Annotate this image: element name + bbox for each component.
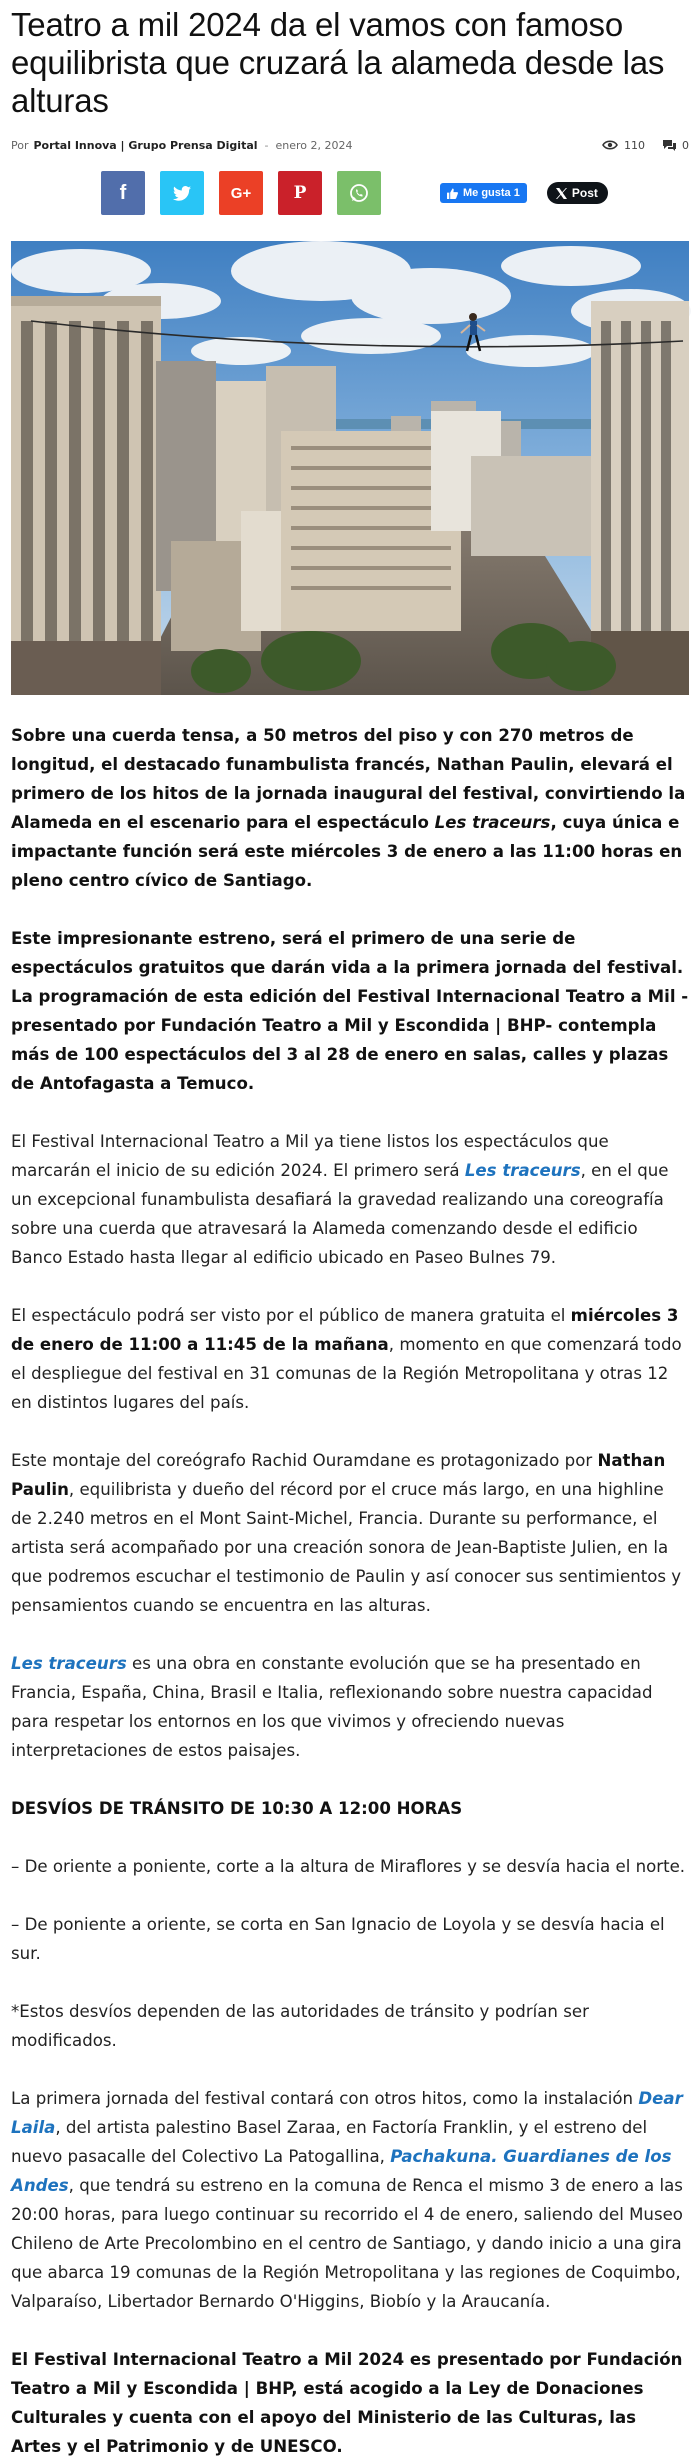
whatsapp-icon [349, 183, 369, 203]
paragraph-other-events: La primera jornada del festival contará con otros hitos, como la instalación Dear Laila, del artista palestino Basel Zaraa, en Factoría Franklin, y el estreno del nuevo pasacalle del Colectivo La Patogallina, Pachakuna. Guardianes de los Andes, que tendrá su estreno en la comuna de Renca el mismo 3 de enero a las 20:00 horas, para luego continuar su recorrido el 4 de enero, saliendo del Museo Chileno de Arte Precolombino en el centro de Santiago, y dando inicio a una gira que abarca 19 comunas de la Región Metropolitana y las regiones de Coquimbo, Valparaíso, Libertador Bernardo O'Higgins, Biobío y la Araucanía. [11, 2089, 683, 2311]
hero-image [11, 241, 689, 695]
pinterest-share-button[interactable] [278, 171, 322, 215]
dear-laila-link[interactable]: Dear Laila [11, 2089, 683, 2137]
traffic-note: *Estos desvíos dependen de las autoridades de tránsito y podrían ser modificados. [11, 2002, 589, 2050]
article-title: Teatro a mil 2024 da el vamos con famoso equilibrista que cruzará la alameda desde las alturas [11, 6, 665, 119]
x-post-button[interactable] [547, 182, 608, 204]
pachakuna-link[interactable]: Pachakuna. Guardianes de los Andes [11, 2147, 672, 2195]
like-label: Me gusta 1 [463, 187, 520, 199]
comment-icon [663, 140, 676, 151]
facebook-like-button[interactable] [440, 183, 527, 203]
thumbs-up-icon [447, 188, 458, 199]
paragraph-festival: El Festival Internacional Teatro a Mil ya tiene listos los espectáculos que marcarán el inicio de su edición 2024. El primero será Les traceurs, en el que un excepcional funambulista desafiará la gravedad realizando una coreografía sobre una cuerda que atravesará la Alameda comenzando desde el edificio Banco Estado hasta llegar al edificio ubicado en Paseo Bulnes 79. [11, 1132, 669, 1267]
author-link[interactable]: Portal Innova | Grupo Prensa Digital [33, 138, 258, 152]
x-logo-icon [556, 188, 567, 199]
googleplus-share-button[interactable] [219, 171, 263, 215]
closing-paragraph: El Festival Internacional Teatro a Mil 2024 es presentado por Fundación Teatro a Mil y Escondida | BHP, está acogido a la Ley de Donaciones Culturales y cuenta con el apoyo del Ministerio de las Culturas, las Artes y el Patrimonio y de UNESCO. [11, 2350, 683, 2456]
by-label: Por [11, 138, 29, 152]
post-label: Post [571, 186, 598, 200]
article-body [11, 721, 689, 2461]
comments-count: 0 [682, 138, 689, 152]
article-meta [11, 136, 689, 154]
traffic-heading: DESVÍOS DE TRÁNSITO DE 10:30 A 12:00 HORAS [11, 1799, 463, 1818]
publish-date: enero 2, 2024 [275, 138, 353, 152]
les-traceurs-link-2[interactable]: Les traceurs [11, 1654, 127, 1673]
lead-paragraph: Sobre una cuerda tensa, a 50 metros del piso y con 270 metros de longitud, el destacado funambulista francés, Nathan Paulin, elevará el primero de los hitos de la jornada inaugural del festival, convirtiendo la Alameda en el escenario para el espectáculo Les traceurs, cuya única e impactante función será este miércoles 3 de enero a las 11:00 horas en pleno centro cívico de Santiago. [11, 726, 686, 890]
views-count: 110 [624, 138, 645, 152]
share-bar [11, 171, 689, 215]
twitter-share-button[interactable] [160, 171, 204, 215]
meta-separator: - [264, 138, 269, 152]
traffic-item-west-east: – De poniente a oriente, se corta en San Ignacio de Loyola y se desvía hacia el sur. [11, 1915, 665, 1963]
paragraph-schedule: El espectáculo podrá ser visto por el público de manera gratuita el miércoles 3 de enero de 11:00 a 11:45 de la mañana, momento en que comenzará todo el despliegue del festival en 31 comunas de la Región Metropolitana y otras 12 en distintos lugares del país. [11, 1306, 682, 1412]
show-title: Les traceurs [434, 813, 551, 832]
twitter-icon [173, 186, 191, 201]
traffic-item-east-west: – De oriente a poniente, corte a la altura de Miraflores y se desvía hacia el norte. [11, 1857, 686, 1876]
views-counter [602, 139, 645, 152]
facebook-share-button[interactable] [101, 171, 145, 215]
eye-icon [602, 140, 618, 150]
comments-counter[interactable] [663, 139, 689, 152]
facebook-icon: f [119, 181, 127, 204]
whatsapp-share-button[interactable] [337, 171, 381, 215]
paragraph-choreographer: Este montaje del coreógrafo Rachid Ouramdane es protagonizado por Nathan Paulin, equilibrista y dueño del récord por el cruce más largo, en una highline de 2.240 metros en el Mont Saint-Michel, Francia. Durante su performance, el artista será acompañado por una creación sonora de Jean-Baptiste Julien, en la que podremos escuchar el testimonio de Paulin y así conocer sus sentimientos y pensamientos cuando se encuentra en las alturas. [11, 1451, 682, 1615]
les-traceurs-link[interactable]: Les traceurs [464, 1161, 581, 1180]
paragraph-les-traceurs: Les traceurs es una obra en constante evolución que se ha presentado en Francia, España, China, Brasil e Italia, reflexionando sobre nuestra capacidad para respetar los entornos en los que vivimos y ofreciendo nuevas interpretaciones de estos paisajes. [11, 1654, 653, 1760]
pinterest-icon: P [293, 183, 307, 203]
googleplus-icon: G+ [230, 184, 252, 202]
intro-paragraph: Este impresionante estreno, será el primero de una serie de espectáculos gratuitos que darán vida a la primera jornada del festival. La programación de esta edición del Festival Internacional Teatro a Mil -presentado por Fundación Teatro a Mil y Escondida | BHP- contempla más de 100 espectáculos del 3 al 28 de enero en salas, calles y plazas de Antofagasta a Temuco. [11, 929, 689, 1093]
